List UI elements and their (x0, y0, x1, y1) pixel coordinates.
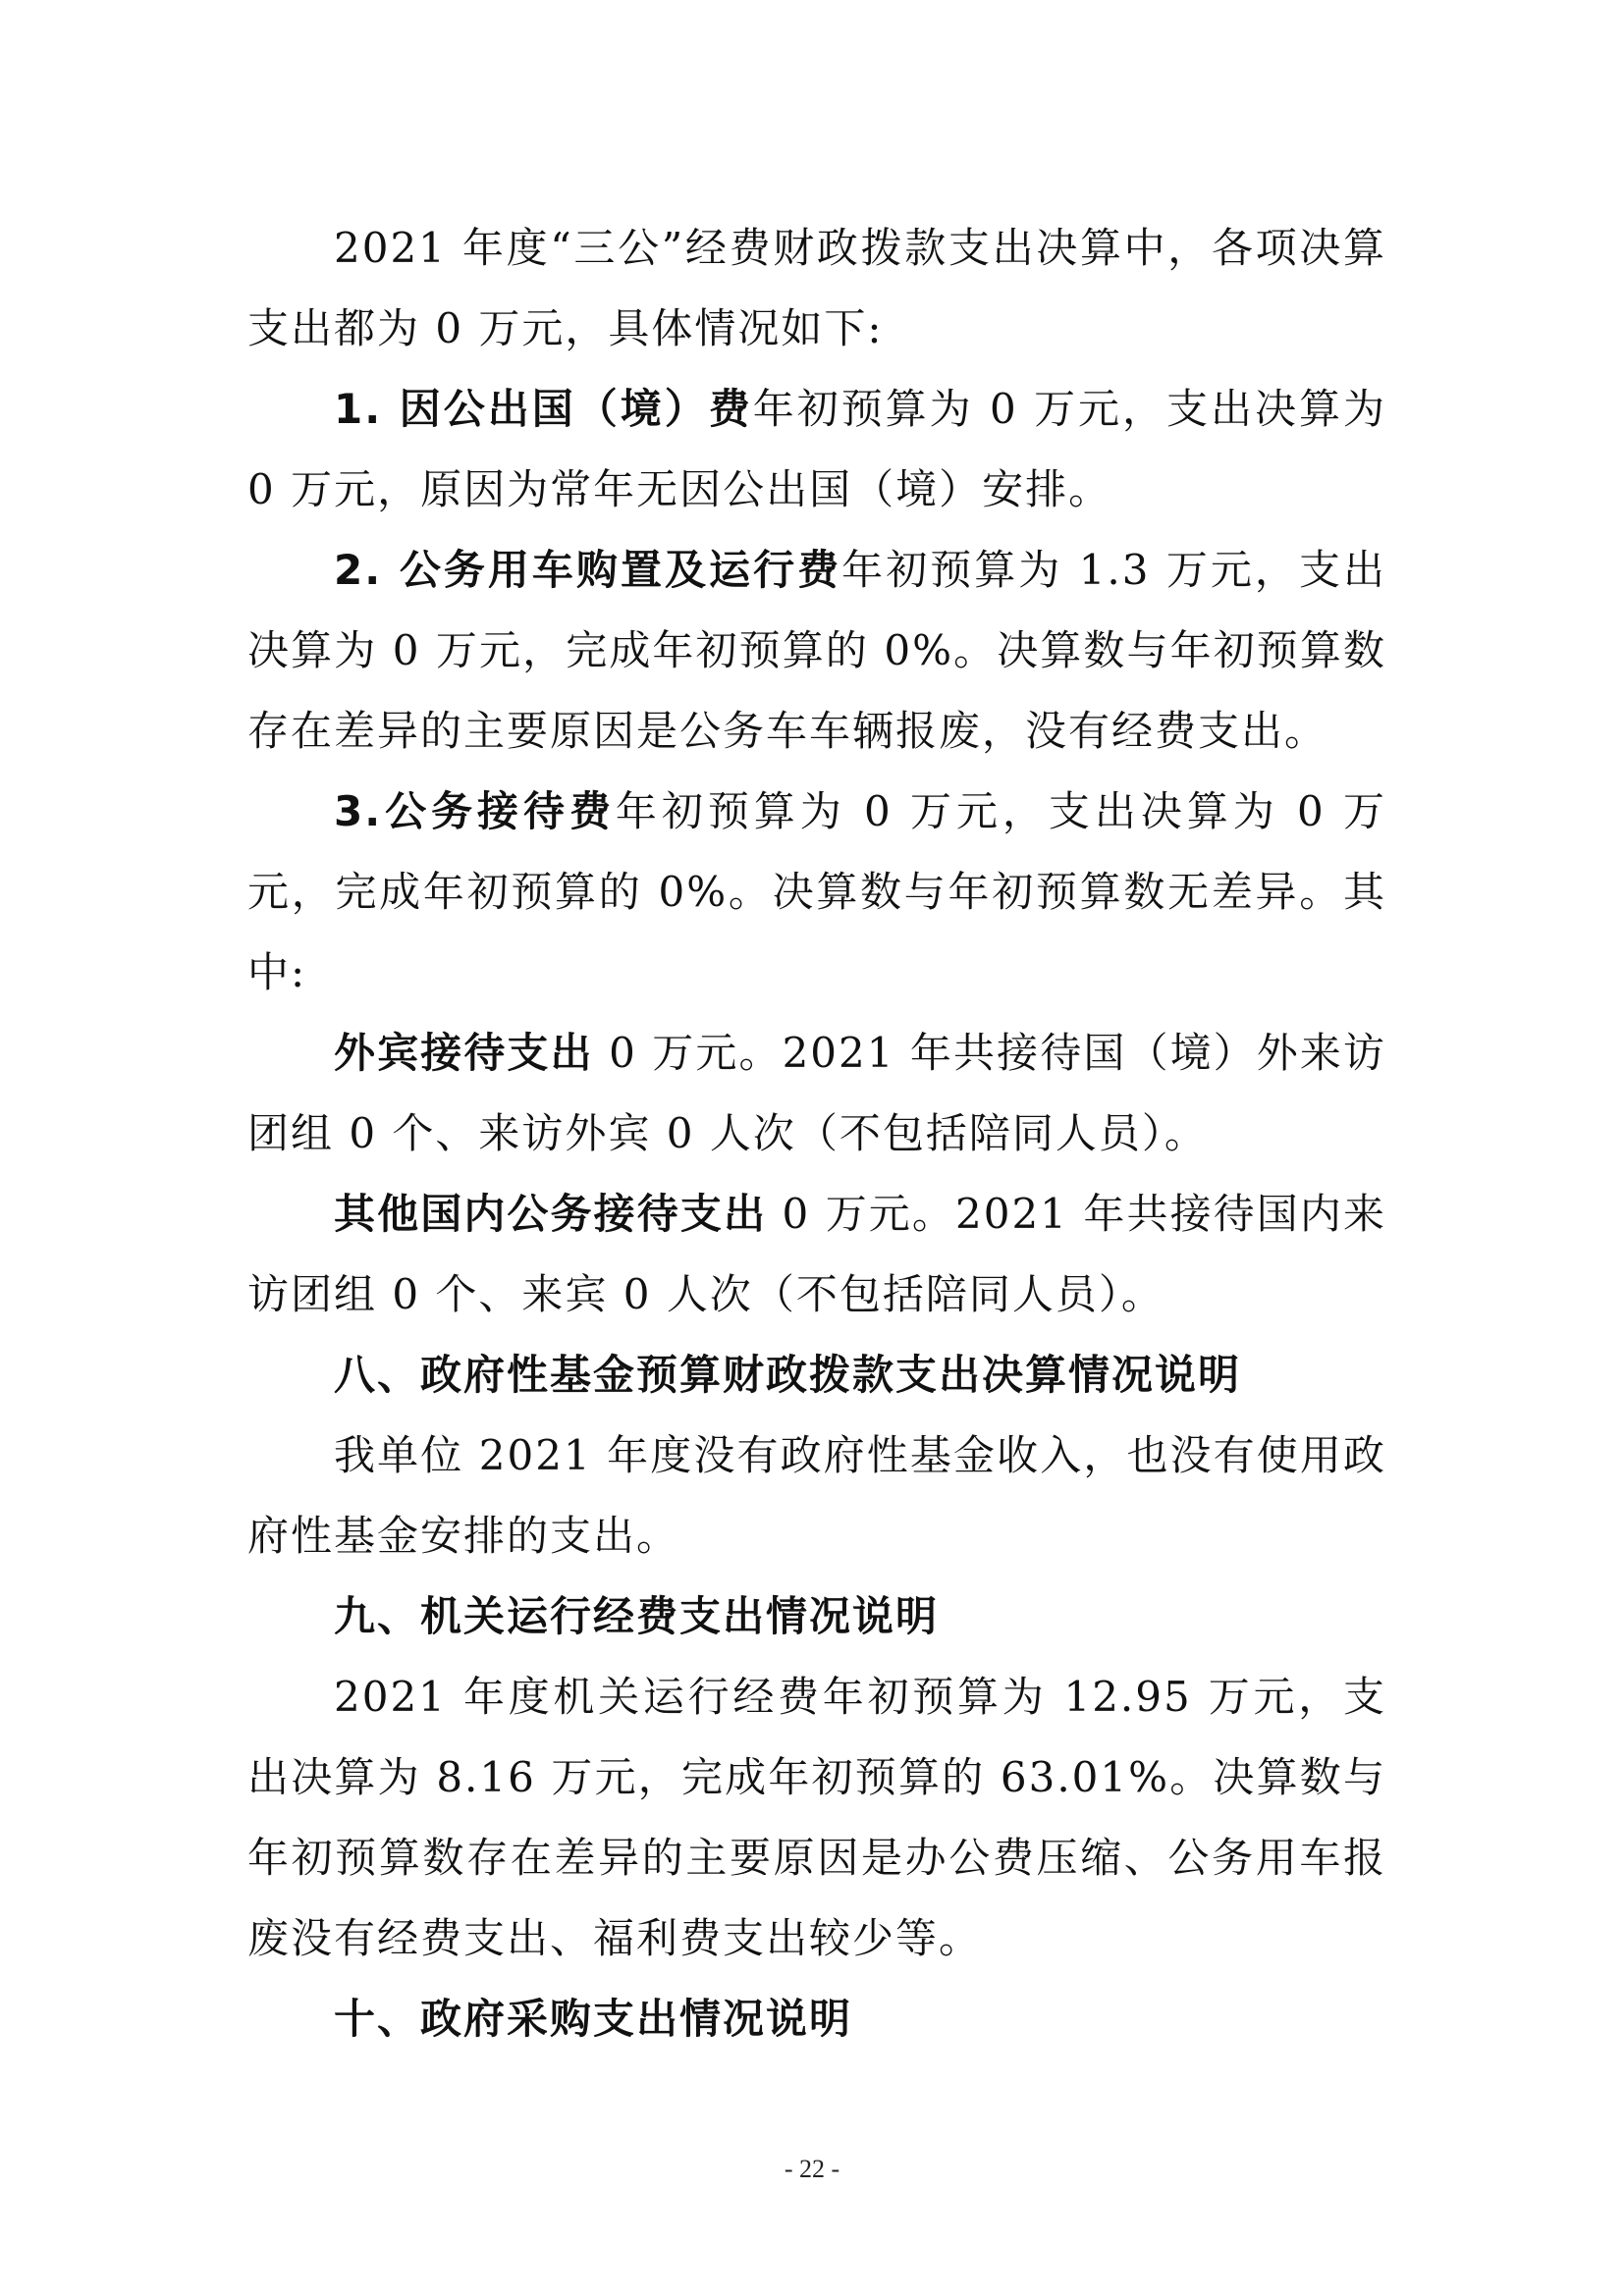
item-title-official-vehicles: 2. 公务用车购置及运行费 (334, 546, 842, 594)
document-body (247, 208, 1386, 2059)
paragraph-official-vehicles (247, 530, 1386, 772)
section-heading-government-funds: 八、政府性基金预算财政拨款支出决算情况说明 (334, 1351, 1242, 1399)
item-title-overseas-travel: 1. 因公出国（境）费 (334, 385, 753, 433)
paragraph-overseas-travel (247, 369, 1386, 530)
page-number: - 22 - (784, 2155, 840, 2183)
paragraph-domestic-reception (247, 1174, 1386, 1335)
paragraph-official-reception (247, 772, 1386, 1013)
paragraph-operating-expenses (247, 1657, 1386, 1979)
paragraph-text: 年初预算为 1.3 万元，支出决算为 0 万元，完成年初预算的 0%。决算数与年初预算数存在差异的主要原因是公务车车辆报废，没有经费支出。 (247, 546, 1386, 755)
paragraph-text: 2021 年度机关运行经费年初预算为 12.95 万元，支出决算为 8.16 万元，完成年初预算的 63.01%。决算数与年初预算数存在差异的主要原因是办公费压缩、公务用车报废没有经费支出、福利费支出较少等。 (247, 1673, 1386, 1962)
paragraph-foreign-guests (247, 1013, 1386, 1174)
item-title-foreign-guests: 外宾接待支出 (334, 1029, 594, 1077)
paragraph-text: 0 万元。2021 年共接待国内来访团组 0 个、来宾 0 人次（不包括陪同人员）。 (247, 1190, 1386, 1318)
paragraph-text: 年初预算为 0 万元，支出决算为 0 万元，完成年初预算的 0%。决算数与年初预算数无差异。其中: (247, 787, 1386, 996)
section-heading-operating-expenses: 九、机关运行经费支出情况说明 (334, 1592, 940, 1640)
paragraph-government-funds (247, 1415, 1386, 1576)
paragraph-text: 年初预算为 0 万元，支出决算为 0 万元，原因为常年无因公出国（境）安排。 (247, 385, 1386, 513)
paragraph-text: 2021 年度“三公”经费财政拨款支出决算中，各项决算支出都为 0 万元，具体情况如下: (247, 224, 1386, 352)
section-heading-procurement: 十、政府采购支出情况说明 (334, 1995, 853, 2043)
paragraph-three-public-summary (247, 208, 1386, 369)
item-title-domestic-reception: 其他国内公务接待支出 (334, 1190, 768, 1238)
paragraph-text: 0 万元。2021 年共接待国（境）外来访团组 0 个、来访外宾 0 人次（不包括陪同人员）。 (247, 1029, 1386, 1157)
paragraph-text: 我单位 2021 年度没有政府性基金收入，也没有使用政府性基金安排的支出。 (247, 1431, 1386, 1560)
item-title-official-reception: 3.公务接待费 (334, 787, 616, 835)
